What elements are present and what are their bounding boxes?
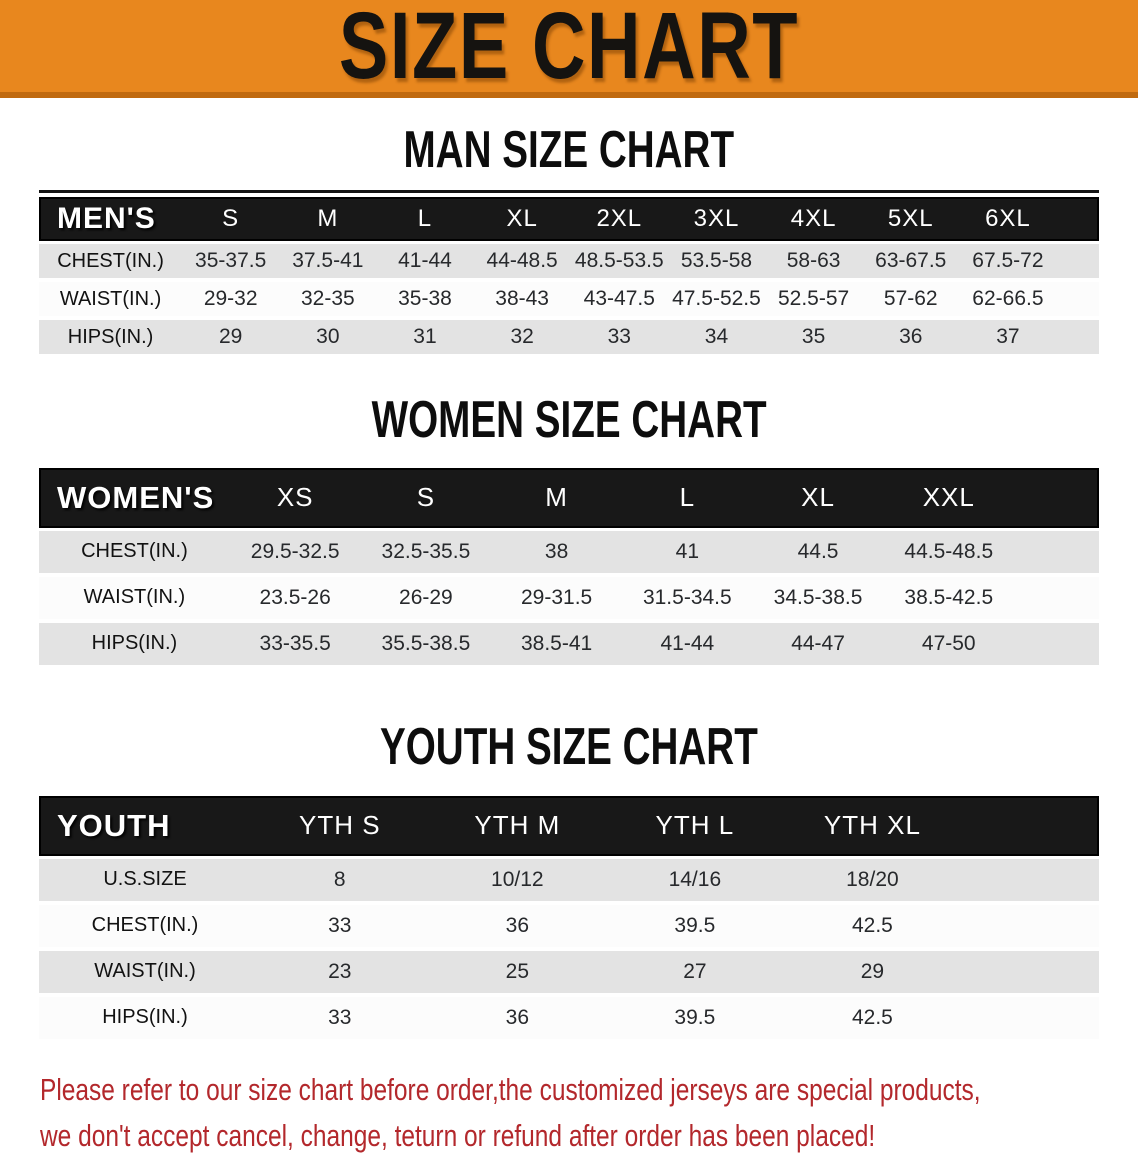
youth-corner-label: YOUTH [39,796,251,856]
women-row-spacer-1 [1014,577,1099,623]
youth-row-spacer-2 [961,951,1099,997]
women-size-header-3: L [622,468,753,528]
women-size-header-0: XS [230,468,361,528]
women-cell-2-1: 35.5-38.5 [361,623,492,669]
women-cell-0-3: 41 [622,528,753,577]
youth-row-spacer-3 [961,997,1099,1043]
men-size-header-5: 3XL [668,197,765,241]
men-size-header-4: 2XL [571,197,668,241]
men-cell-0-6: 58-63 [765,241,862,282]
youth-size-header-1: YTH M [429,796,607,856]
women-size-table [39,468,1099,669]
men-cell-1-6: 52.5-57 [765,282,862,320]
women-row-label-0: CHEST(IN.) [39,528,230,577]
youth-cell-3-0: 33 [251,997,429,1043]
men-row-spacer-0 [1057,241,1100,282]
youth-size-header-0: YTH S [251,796,429,856]
women-cell-0-0: 29.5-32.5 [230,528,361,577]
youth-cell-1-1: 36 [429,905,607,951]
men-cell-2-5: 34 [668,320,765,358]
men-size-header-1: M [279,197,376,241]
youth-cell-3-2: 39.5 [606,997,784,1043]
men-cell-1-0: 29-32 [182,282,279,320]
women-size-header-1: S [361,468,492,528]
men-cell-0-3: 44-48.5 [474,241,571,282]
men-cell-0-8: 67.5-72 [959,241,1056,282]
youth-row-2 [39,951,1099,997]
men-cell-2-1: 30 [279,320,376,358]
youth-row-spacer-0 [961,856,1099,905]
youth-cell-1-0: 33 [251,905,429,951]
women-header-spacer [1014,468,1099,528]
women-row-label-1: WAIST(IN.) [39,577,230,623]
men-cell-1-5: 47.5-52.5 [668,282,765,320]
order-warning-line-2 [40,1113,1138,1160]
order-warning-line-1 [40,1067,1138,1114]
women-cell-2-0: 33-35.5 [230,623,361,669]
women-section-title-text: WOMEN SIZE CHART [371,390,767,449]
youth-section-title [0,716,1138,775]
men-section [0,119,1138,358]
men-size-table [39,197,1099,358]
women-cell-0-5: 44.5-48.5 [883,528,1014,577]
youth-cell-1-3: 42.5 [784,905,962,951]
women-cell-2-2: 38.5-41 [491,623,622,669]
women-cell-1-2: 29-31.5 [491,577,622,623]
youth-row-label-0: U.S.SIZE [39,856,251,905]
men-cell-0-0: 35-37.5 [182,241,279,282]
men-cell-2-2: 31 [376,320,473,358]
men-section-title [0,119,1138,179]
youth-row-label-3: HIPS(IN.) [39,997,251,1043]
women-cell-0-2: 38 [491,528,622,577]
youth-cell-2-2: 27 [606,951,784,997]
women-cell-2-5: 47-50 [883,623,1014,669]
men-cell-0-7: 63-67.5 [862,241,959,282]
men-cell-2-7: 36 [862,320,959,358]
men-cell-0-1: 37.5-41 [279,241,376,282]
men-cell-1-3: 38-43 [474,282,571,320]
youth-section-title-text: YOUTH SIZE CHART [380,716,758,775]
youth-cell-0-3: 18/20 [784,856,962,905]
youth-cell-0-1: 10/12 [429,856,607,905]
youth-size-header-2: YTH L [606,796,784,856]
youth-cell-2-1: 25 [429,951,607,997]
men-size-header-2: L [376,197,473,241]
women-size-header-4: XL [753,468,884,528]
men-cell-1-4: 43-47.5 [571,282,668,320]
men-row-spacer-2 [1057,320,1100,358]
men-cell-0-5: 53.5-58 [668,241,765,282]
youth-size-table [39,796,1099,1043]
men-corner-label: MEN'S [39,197,182,241]
women-cell-2-3: 41-44 [622,623,753,669]
men-cell-2-4: 33 [571,320,668,358]
women-cell-1-4: 34.5-38.5 [753,577,884,623]
men-row-label-0: CHEST(IN.) [39,241,182,282]
men-cell-0-2: 41-44 [376,241,473,282]
women-cell-1-1: 26-29 [361,577,492,623]
women-cell-2-4: 44-47 [753,623,884,669]
youth-section [0,716,1138,1043]
women-row-1 [39,577,1099,623]
men-table-wrap [39,190,1099,358]
men-cell-1-1: 32-35 [279,282,376,320]
youth-cell-3-1: 36 [429,997,607,1043]
men-cell-2-6: 35 [765,320,862,358]
men-cell-2-0: 29 [182,320,279,358]
men-row-1 [39,282,1099,320]
men-section-title-text: MAN SIZE CHART [403,119,735,179]
order-warning [0,1067,1138,1160]
men-row-spacer-1 [1057,282,1100,320]
youth-cell-1-2: 39.5 [606,905,784,951]
women-cell-1-3: 31.5-34.5 [622,577,753,623]
men-header-spacer [1057,197,1100,241]
men-cell-1-8: 62-66.5 [959,282,1056,320]
youth-cell-0-2: 14/16 [606,856,784,905]
women-header-row [39,468,1099,528]
men-row-2 [39,320,1099,358]
men-cell-1-2: 35-38 [376,282,473,320]
women-section-title [0,390,1138,449]
order-warning-line-1-text: Please refer to our size chart before order,the customized jerseys are special products, [40,1071,981,1107]
youth-table-wrap [39,796,1099,1043]
youth-size-header-3: YTH XL [784,796,962,856]
men-header-row [39,197,1099,241]
youth-row-label-2: WAIST(IN.) [39,951,251,997]
women-cell-1-5: 38.5-42.5 [883,577,1014,623]
youth-cell-3-3: 42.5 [784,997,962,1043]
men-size-header-6: 4XL [765,197,862,241]
youth-row-1 [39,905,1099,951]
women-corner-label: WOMEN'S [39,468,230,528]
men-cell-2-3: 32 [474,320,571,358]
men-row-label-1: WAIST(IN.) [39,282,182,320]
women-row-label-2: HIPS(IN.) [39,623,230,669]
women-row-spacer-2 [1014,623,1099,669]
women-row-spacer-0 [1014,528,1099,577]
youth-header-spacer [961,796,1099,856]
women-cell-0-1: 32.5-35.5 [361,528,492,577]
women-row-2 [39,623,1099,669]
men-size-header-8: 6XL [959,197,1056,241]
men-size-header-0: S [182,197,279,241]
youth-header-row [39,796,1099,856]
youth-row-spacer-1 [961,905,1099,951]
women-cell-1-0: 23.5-26 [230,577,361,623]
men-row-0 [39,241,1099,282]
banner [0,0,1138,98]
youth-cell-2-0: 23 [251,951,429,997]
women-section [0,390,1138,668]
men-row-label-2: HIPS(IN.) [39,320,182,358]
men-size-header-3: XL [474,197,571,241]
women-size-header-2: M [491,468,622,528]
page-title: SIZE CHART [338,0,800,99]
order-warning-line-2-text: we don't accept cancel, change, teturn or refund after order has been placed! [40,1118,876,1154]
women-table-wrap [39,468,1099,669]
men-cell-0-4: 48.5-53.5 [571,241,668,282]
youth-cell-0-0: 8 [251,856,429,905]
youth-cell-2-3: 29 [784,951,962,997]
youth-row-label-1: CHEST(IN.) [39,905,251,951]
women-cell-0-4: 44.5 [753,528,884,577]
youth-row-3 [39,997,1099,1043]
men-size-header-7: 5XL [862,197,959,241]
men-cell-2-8: 37 [959,320,1056,358]
men-cell-1-7: 57-62 [862,282,959,320]
women-row-0 [39,528,1099,577]
women-size-header-5: XXL [883,468,1014,528]
youth-row-0 [39,856,1099,905]
